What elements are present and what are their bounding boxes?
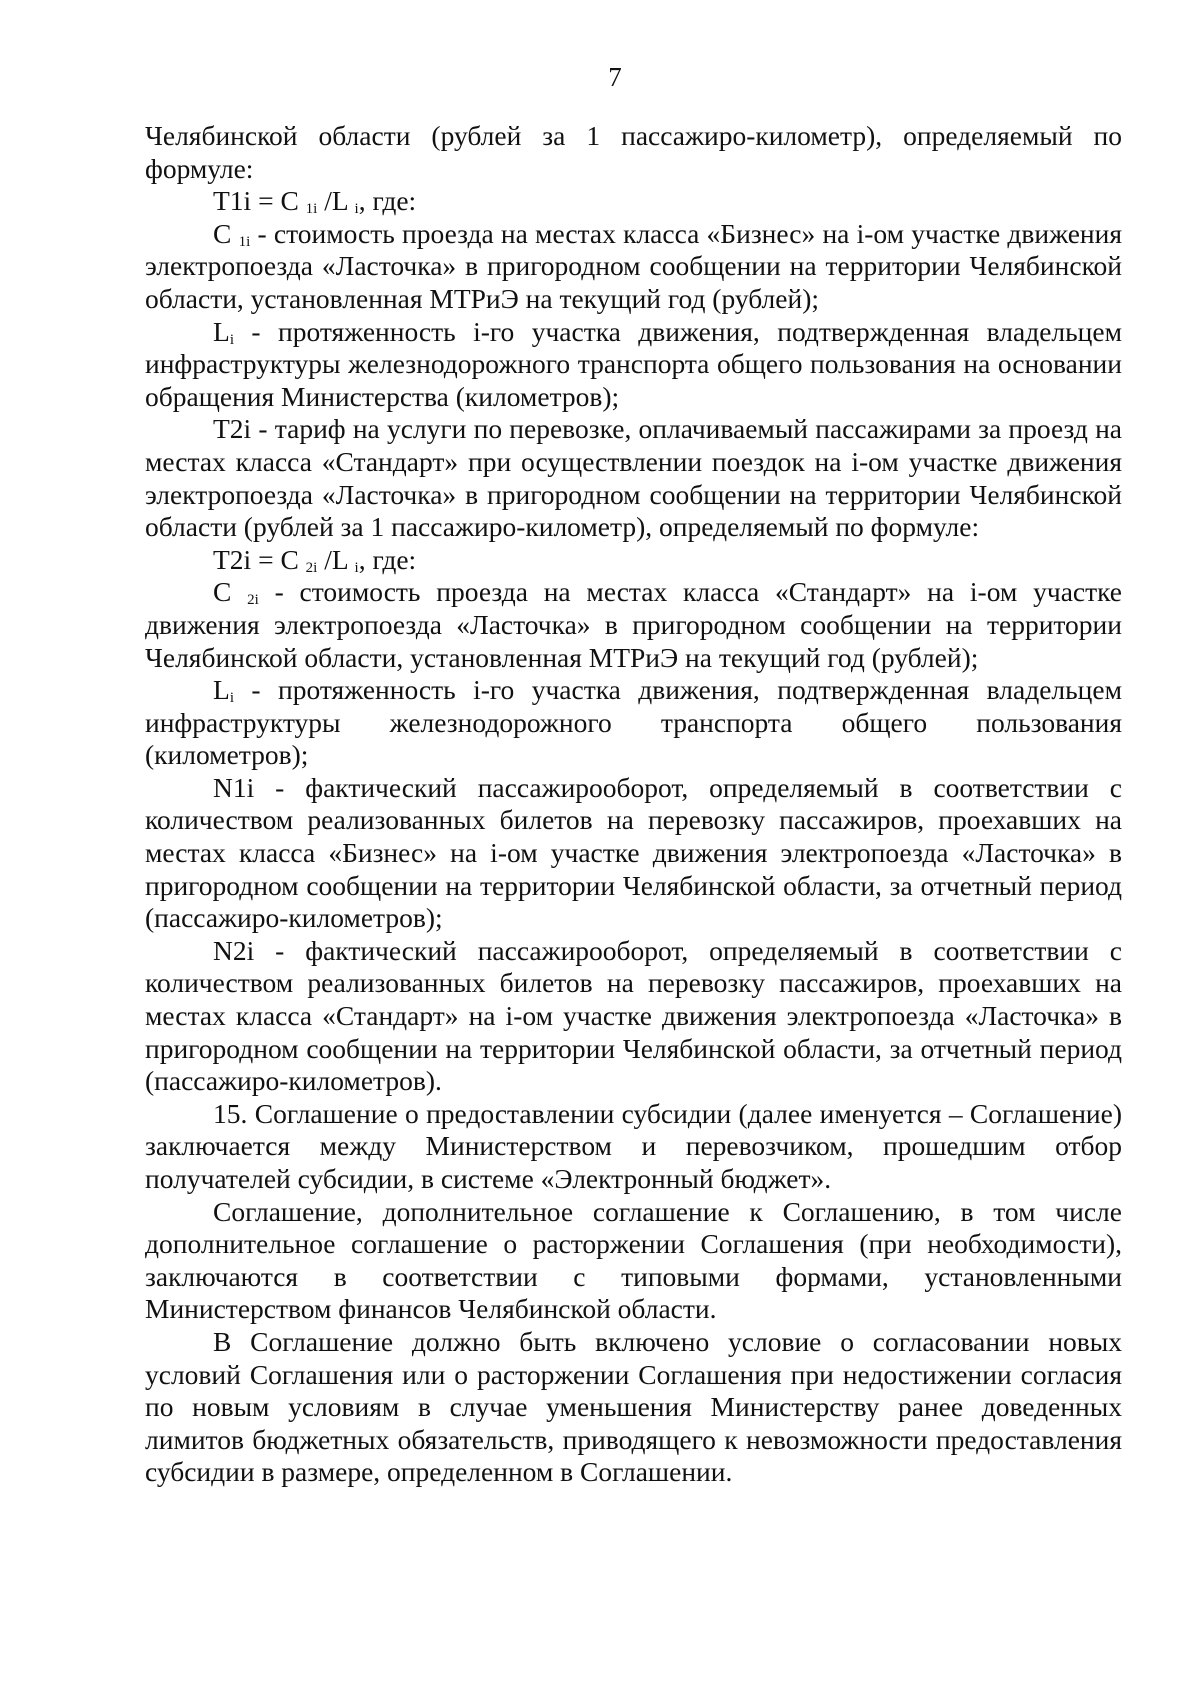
definition-c1i bbox=[145, 218, 1122, 316]
definition-c2i-symbol: C bbox=[213, 576, 248, 608]
definition-li-1-sub: i bbox=[229, 331, 234, 348]
definition-n2i: N2i - фактический пассажирооборот, определяемый в соответствии с количеством реализованных билетов на перевозку пассажиров, проехавших на местах класса «Стандарт» на i-ом участке движения электропоезда «Ласточка» в пригородном сообщении на территории Челябинской области, за отчетный период (пассажиро-километров). bbox=[145, 934, 1122, 1097]
formula-t1i-tail: , где: bbox=[358, 185, 417, 217]
definition-li-2-sub: i bbox=[229, 690, 234, 707]
page-number: 7 bbox=[608, 62, 622, 92]
document-body bbox=[145, 120, 1122, 1489]
formula-t1i-sub-c: 1i bbox=[305, 201, 318, 218]
formula-t1i-lhs: T1i = C bbox=[213, 185, 306, 217]
formula-t1i-sub-l: i bbox=[354, 201, 359, 218]
paragraph-agreement-conditions: В Соглашение должно быть включено условие о согласовании новых условий Соглашения или о расторжении Соглашения при недостижении согласия по новым условиям в случае уменьшения Министерству ранее доведенных лимитов бюджетных обязательств, приводящего к невозможности предоставления субсидии в размере, определенном в Соглашении. bbox=[145, 1325, 1122, 1488]
formula-t2i bbox=[145, 544, 1122, 577]
definition-t2i: T2i - тариф на услуги по перевозке, оплачиваемый пассажирами за проезд на местах класса «Стандарт» при осуществлении поездок на i-ом участке движения электропоезда «Ласточка» в пригородном сообщении на территории Челябинской области (рублей за 1 пассажиро-километр), определяемый по формуле: bbox=[145, 413, 1122, 543]
definition-c1i-symbol: C bbox=[213, 217, 239, 249]
definition-c2i-sub: 2i bbox=[247, 592, 259, 609]
definition-li-2-symbol: L bbox=[213, 674, 230, 706]
paragraph-agreement-forms: Соглашение, дополнительное соглашение к Соглашению, в том числе дополнительное соглашение о расторжении Соглашения (при необходимости), заключаются в соответствии с типовыми формами, установленными Министерством финансов Челябинской области. bbox=[145, 1195, 1122, 1325]
definition-n1i: N1i - фактический пассажирооборот, определяемый в соответствии с количеством реализованных билетов на перевозку пассажиров, проехавших на местах класса «Бизнес» на i-ом участке движения электропоезда «Ласточка» в пригородном сообщении на территории Челябинской области, за отчетный период (пассажиро-километров); bbox=[145, 771, 1122, 934]
formula-t2i-sub-l: i bbox=[354, 559, 359, 576]
definition-li-1-text: - протяженность i-го участка движения, подтвержденная владельцем инфраструктуры железнодорожного транспорта общего пользования на основании обращения Министерства (километров); bbox=[145, 315, 1122, 412]
definition-c1i-sub: 1i bbox=[238, 233, 251, 250]
formula-t2i-lhs: T2i = C bbox=[213, 543, 306, 575]
clause-15: 15. Соглашение о предоставлении субсидии (далее именуется – Соглашение) заключается между Министерством и перевозчиком, прошедшим отбор получателей субсидии, в системе «Электронный бюджет». bbox=[145, 1097, 1122, 1194]
definition-li-1-symbol: L bbox=[213, 315, 230, 347]
definition-c2i bbox=[145, 576, 1122, 674]
definition-li-2 bbox=[145, 674, 1122, 772]
definition-li-1 bbox=[145, 316, 1122, 414]
formula-t2i-mid: /L bbox=[317, 543, 355, 575]
formula-t1i-mid: /L bbox=[317, 185, 355, 217]
formula-t2i-tail: , где: bbox=[358, 543, 417, 575]
definition-li-2-text: - протяженность i-го участка движения, подтвержденная владельцем инфраструктуры железнодорожного транспорта общего пользования (километров); bbox=[145, 674, 1122, 771]
paragraph-continuation: Челябинской области (рублей за 1 пассажиро-километр), определяемый по формуле: bbox=[145, 120, 1122, 184]
definition-c1i-text: - стоимость проезда на местах класса «Бизнес» на i-ом участке движения электропоезда «Ласточка» в пригородном сообщении на территории Челябинской области, установленная МТРиЭ на текущий год (рублей); bbox=[145, 217, 1123, 314]
definition-c2i-text: - стоимость проезда на местах класса «Стандарт» на i-ом участке движения электропоезда «Ласточка» в пригородном сообщении на территории Челябинской области, установленная МТРиЭ на текущий год (рублей); bbox=[145, 576, 1123, 673]
formula-t1i bbox=[145, 185, 1122, 218]
formula-t2i-sub-c: 2i bbox=[305, 559, 318, 576]
